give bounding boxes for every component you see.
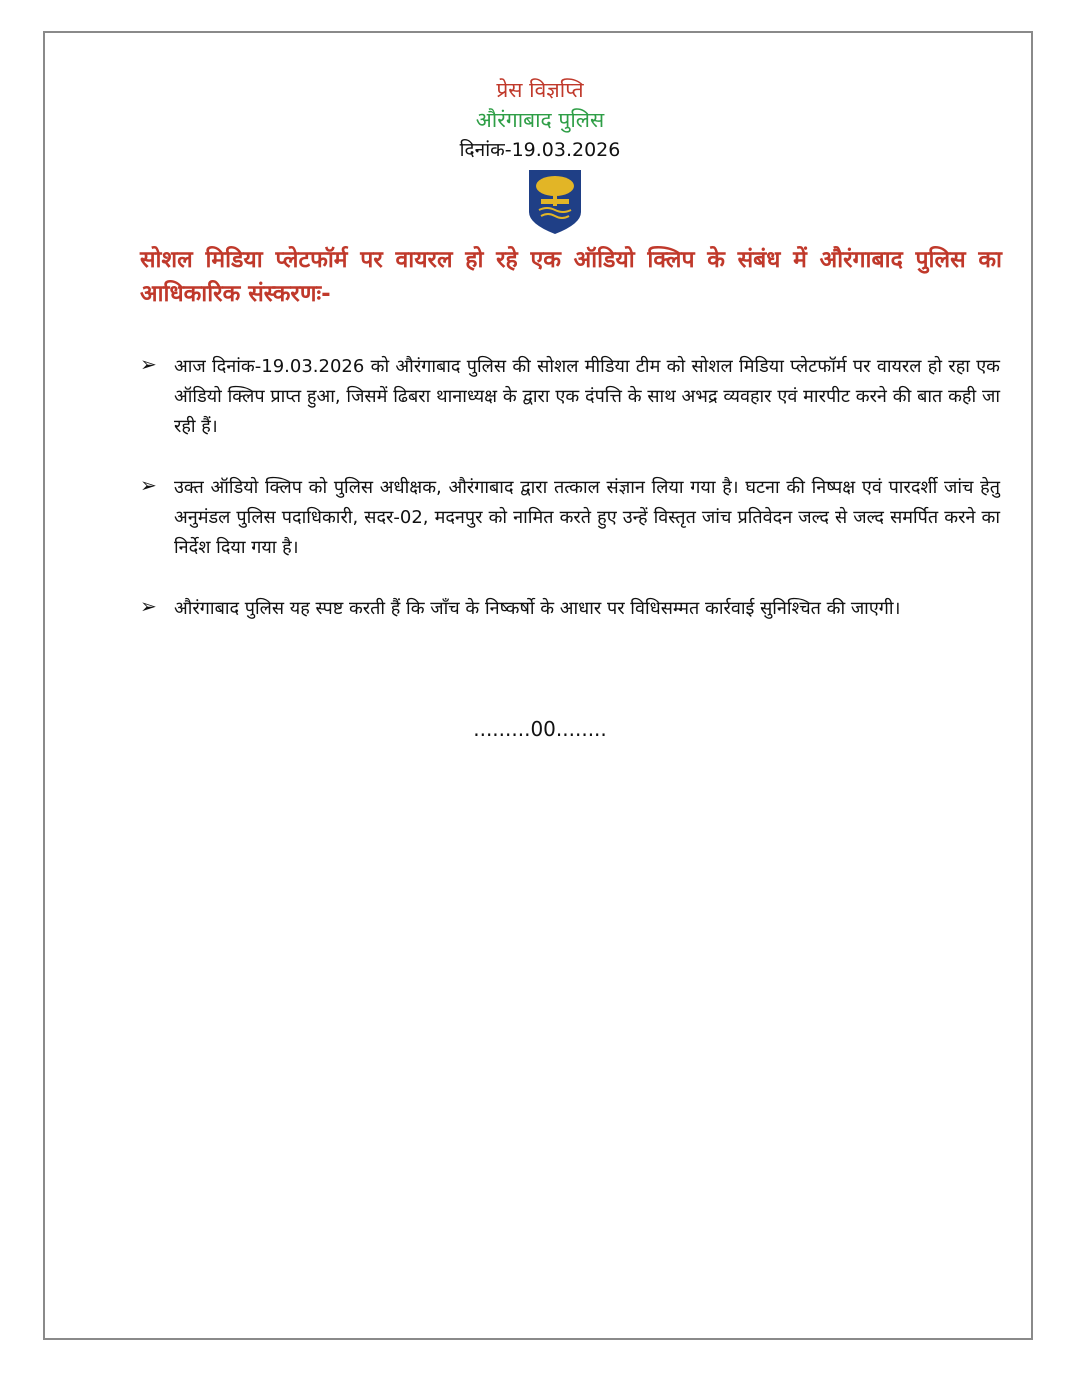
arrow-bullet-icon: ➢ (140, 594, 157, 618)
press-release-title: प्रेस विज्ञप्ति (496, 78, 584, 102)
bullet-text: औरंगाबाद पुलिस यह स्पष्ट करती हैं कि जाँच के निष्कर्षो के आधार पर विधिसम्मत कार्रवाई सुनिश्चित की जाएगी। (174, 598, 901, 619)
bullet-text: उक्त ऑडियो क्लिप को पुलिस अधीक्षक, औरंगाबाद द्वारा तत्काल संज्ञान लिया गया है। घटना की निष्पक्ष एवं पारदर्शी जांच हेतु अनुमंडल पुलिस पदाधिकारी, सदर-02, मदनपुर को नामित करते हुए उन्हें विस्तृत जांच प्रतिवेदन जल्द से जल्द समर्पित करने का निर्देश दिया गया है। (174, 477, 1000, 558)
bihar-police-emblem-icon (519, 166, 591, 238)
end-mark: .........00........ (473, 717, 607, 741)
release-date: दिनांक-19.03.2026 (459, 139, 621, 161)
department-name: औरंगाबाद पुलिस (475, 108, 605, 132)
arrow-bullet-icon: ➢ (140, 352, 157, 376)
headline: सोशल मिडिया प्लेटफॉर्म पर वायरल हो रहे एक ऑडियो क्लिप के संबंध में औरंगाबाद पुलिस का आधिकारिक संस्करणः- (140, 247, 1002, 307)
bullet-text: आज दिनांक-19.03.2026 को औरंगाबाद पुलिस की सोशल मीडिया टीम को सोशल मिडिया प्लेटफॉर्म पर वायरल हो रहा एक ऑडियो क्लिप प्राप्त हुआ, जिसमें ढिबरा थानाध्यक्ष के द्वारा एक दंपत्ति के साथ अभद्र व्यवहार एवं मारपीट करने की बात कही जा रही हैं। (174, 356, 1000, 437)
arrow-bullet-icon: ➢ (140, 473, 157, 497)
